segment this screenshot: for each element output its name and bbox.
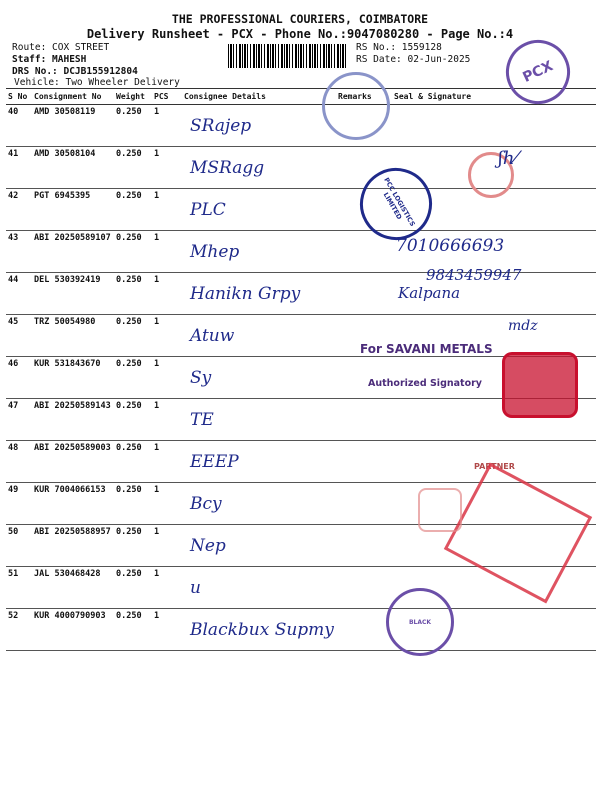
- cell-consignee: Atuw: [182, 315, 336, 357]
- cell-sno: 50: [6, 525, 32, 567]
- cell-consignment: AMD 30508119: [32, 105, 114, 147]
- cell-consignee: Mhep: [182, 231, 336, 273]
- handwritten-phone-2: 9843459947: [426, 266, 522, 284]
- cell-remarks: [336, 441, 392, 483]
- cell-consignee: Hanikn Grpy: [182, 273, 336, 315]
- drs-number: DRS No.: DCJB155912804: [12, 66, 138, 77]
- runsheet-subtitle: Delivery Runsheet - PCX - Phone No.:9047080280 - Page No.:4: [86, 27, 514, 41]
- cell-weight: 0.250: [114, 441, 152, 483]
- cell-weight: 0.250: [114, 567, 152, 609]
- cell-consignee: u: [182, 567, 336, 609]
- cell-consignee: Sy: [182, 357, 336, 399]
- cell-pcs: 1: [152, 231, 182, 273]
- cell-consignment: KUR 7004066153: [32, 483, 114, 525]
- cell-pcs: 1: [152, 609, 182, 651]
- rs-date: RS Date: 02-Jun-2025: [356, 54, 471, 65]
- cell-weight: 0.250: [114, 399, 152, 441]
- cell-pcs: 1: [152, 525, 182, 567]
- cell-pcs: 1: [152, 315, 182, 357]
- table-row: [6, 189, 596, 231]
- black-stamp: [386, 588, 454, 656]
- cell-remarks: [336, 483, 392, 525]
- cell-consignment: TRZ 50054980: [32, 315, 114, 357]
- cell-pcs: 1: [152, 105, 182, 147]
- cell-sno: 41: [6, 147, 32, 189]
- cell-remarks: [336, 399, 392, 441]
- col-seal: Seal & Signature: [392, 89, 596, 105]
- cell-consignment: PGT 6945395: [32, 189, 114, 231]
- route-label: Route: COX STREET: [12, 42, 110, 53]
- round-seal-stamp: [322, 72, 390, 140]
- table-row: [6, 105, 596, 147]
- cell-sno: 51: [6, 567, 32, 609]
- cell-sno: 44: [6, 273, 32, 315]
- cell-weight: 0.250: [114, 525, 152, 567]
- cell-pcs: 1: [152, 441, 182, 483]
- signature-scribble: ʃh⁄: [498, 148, 518, 169]
- cell-pcs: 1: [152, 147, 182, 189]
- cell-weight: 0.250: [114, 315, 152, 357]
- cell-weight: 0.250: [114, 189, 152, 231]
- cell-sno: 47: [6, 399, 32, 441]
- col-pcs: PCS: [152, 89, 182, 105]
- cell-pcs: 1: [152, 189, 182, 231]
- col-weight: Weight: [114, 89, 152, 105]
- vehicle-label: Vehicle: Two Wheeler Delivery: [14, 77, 180, 88]
- cell-consignment: ABI 20250589107: [32, 231, 114, 273]
- savani-title: For SAVANI METALS: [360, 342, 493, 356]
- cell-pcs: 1: [152, 399, 182, 441]
- cell-weight: 0.250: [114, 105, 152, 147]
- cell-consignee: MSRagg: [182, 147, 336, 189]
- cell-sno: 42: [6, 189, 32, 231]
- runsheet-title: THE PROFESSIONAL COURIERS, COIMBATORE: [171, 12, 429, 26]
- cell-sno: 49: [6, 483, 32, 525]
- cell-weight: 0.250: [114, 357, 152, 399]
- pcx-stamp-text: PCX: [520, 58, 556, 86]
- partner-label: PARTNER: [474, 462, 515, 471]
- red-company-stamp: [502, 352, 578, 418]
- col-remarks: Remarks: [336, 89, 392, 105]
- cell-sno: 52: [6, 609, 32, 651]
- cell-weight: 0.250: [114, 273, 152, 315]
- cell-weight: 0.250: [114, 231, 152, 273]
- logistics-stamp-text: PCC LOGISTICS LIMITED: [381, 176, 417, 228]
- rs-number: RS No.: 1559128: [356, 42, 442, 53]
- cell-remarks: [336, 567, 392, 609]
- cell-weight: 0.250: [114, 147, 152, 189]
- cell-remarks: [336, 273, 392, 315]
- staff-label: Staff: MAHESH: [12, 54, 87, 65]
- black-stamp-text: BLACK: [408, 618, 432, 626]
- signature-scribble-2: mdz: [508, 318, 538, 334]
- cell-remarks: [336, 525, 392, 567]
- cell-sno: 43: [6, 231, 32, 273]
- red-stamp-faded: [418, 488, 462, 532]
- cell-consignee: Nep: [182, 525, 336, 567]
- cell-consignment: KUR 531843670: [32, 357, 114, 399]
- cell-pcs: 1: [152, 357, 182, 399]
- barcode: [228, 44, 348, 68]
- table-row: [6, 609, 596, 651]
- cell-weight: 0.250: [114, 609, 152, 651]
- cell-consignee: PLC: [182, 189, 336, 231]
- cell-sno: 45: [6, 315, 32, 357]
- handwritten-place: Kalpana: [398, 284, 461, 302]
- cell-pcs: 1: [152, 483, 182, 525]
- cell-consignee: TE: [182, 399, 336, 441]
- cell-consignee: EEEP: [182, 441, 336, 483]
- handwritten-phone-1: 7010666693: [396, 236, 505, 256]
- cell-sno: 48: [6, 441, 32, 483]
- cell-pcs: 1: [152, 567, 182, 609]
- cell-sno: 40: [6, 105, 32, 147]
- cell-sno: 46: [6, 357, 32, 399]
- cell-consignment: KUR 4000790903: [32, 609, 114, 651]
- savani-signatory: Authorized Signatory: [368, 378, 482, 389]
- col-consignment: Consignment No: [32, 89, 114, 105]
- cell-pcs: 1: [152, 273, 182, 315]
- cell-consignment: DEL 530392419: [32, 273, 114, 315]
- cell-seal: [392, 105, 596, 147]
- cell-consignee: Bcy: [182, 483, 336, 525]
- cell-consignment: ABI 20250589003: [32, 441, 114, 483]
- cell-remarks: [336, 609, 392, 651]
- cell-consignment: ABI 20250589143: [32, 399, 114, 441]
- col-sno: S No: [6, 89, 32, 105]
- cell-consignment: ABI 20250588957: [32, 525, 114, 567]
- col-consignee: Consignee Details: [182, 89, 336, 105]
- cell-consignee: Blackbux Supmy: [182, 609, 336, 651]
- cell-consignee: SRajep: [182, 105, 336, 147]
- cell-weight: 0.250: [114, 483, 152, 525]
- table-header-row: [6, 89, 596, 105]
- cell-consignment: JAL 530468428: [32, 567, 114, 609]
- cell-consignment: AMD 30508104: [32, 147, 114, 189]
